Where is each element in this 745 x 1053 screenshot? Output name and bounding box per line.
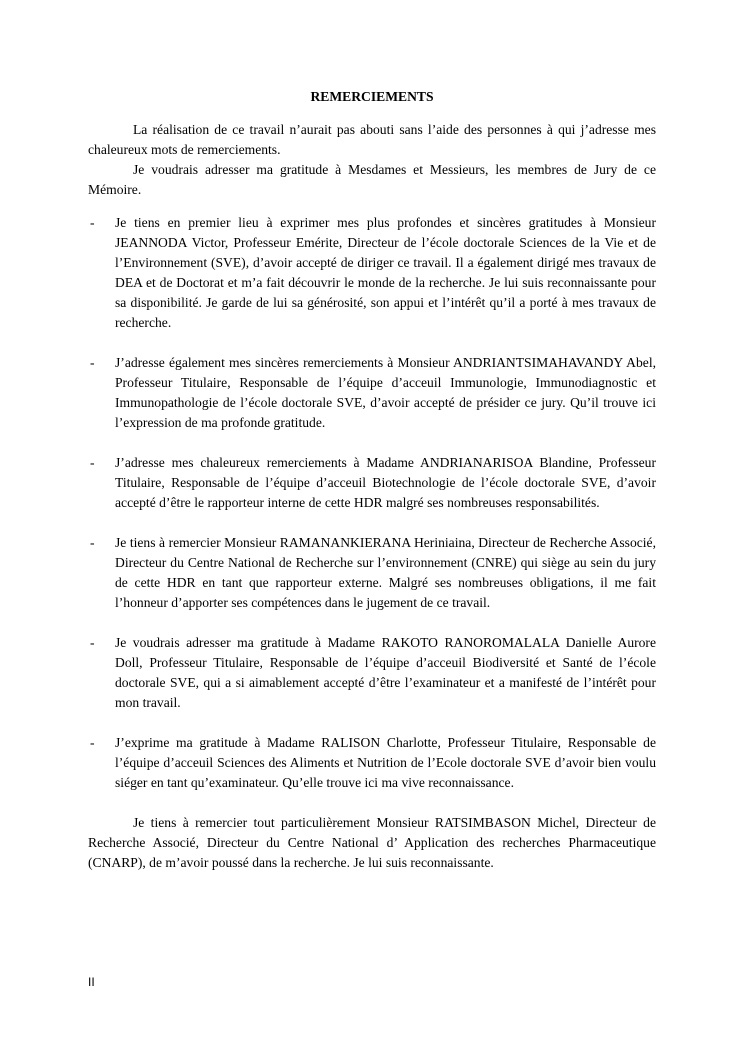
bullet-dash: -: [90, 735, 95, 750]
document-body: [88, 87, 656, 873]
acknowledgement-list: [88, 213, 656, 793]
list-item: [88, 733, 656, 793]
list-item-text: Je tiens à remercier Monsieur RAMANANKIERANA Heriniaina, Directeur de Recherche Associé, Directeur du Centre National de Recherche sur l’environnement (CNRE) qui siège au sein du jury de cette HDR en tant que rapporteur externe. Malgré ses nombreuses obligations, il me fait l’honneur d’apporter ses compétences dans le jugement de ce travail.: [115, 535, 656, 610]
list-item: [88, 533, 656, 613]
list-item-text: J’exprime ma gratitude à Madame RALISON Charlotte, Professeur Titulaire, Responsable de l’équipe d’acceuil Sciences des Aliments et Nutrition de l’Ecole doctorale SVE d’avoir bien voulu siéger en tant qu’examinateur. Qu’elle trouve ici ma vive reconnaissance.: [115, 735, 656, 790]
intro-paragraph: Je voudrais adresser ma gratitude à Mesdames et Messieurs, les membres de Jury de ce Mémoire.: [88, 162, 656, 197]
list-item: [88, 353, 656, 433]
page-number: II: [88, 975, 95, 989]
list-item-text: Je tiens en premier lieu à exprimer mes plus profondes et sincères gratitudes à Monsieur JEANNODA Victor, Professeur Emérite, Directeur de l’école doctorale Sciences de la Vie et de l’Environnement (SVE), d’avoir accepté de diriger ce travail. Il a également dirigé mes travaux de DEA et de Doctorat et m’a fait découvrir le monde de la recherche. Je lui suis reconnaissante pour sa disponibilité. Je garde de lui sa générosité, son appui et l’intérêt qu’il a porté à mes travaux de recherche.: [115, 215, 656, 330]
page-title: REMERCIEMENTS: [310, 89, 434, 104]
list-item-text: J’adresse mes chaleureux remerciements à Madame ANDRIANARISOA Blandine, Professeur Titulaire, Responsable de l’équipe d’acceuil Biotechnologie de l’école doctorale SVE, d’avoir accepté d’être le rapporteur interne de cette HDR malgré ses nombreuses responsabilités.: [115, 455, 656, 510]
list-item: [88, 633, 656, 713]
list-item: [88, 453, 656, 513]
bullet-dash: -: [90, 635, 95, 650]
list-item-text: J’adresse également mes sincères remerciements à Monsieur ANDRIANTSIMAHAVANDY Abel, Professeur Titulaire, Responsable de l’équipe d’acceuil Immunologie, Immunodiagnostic et Immunopathologie de l’école doctorale SVE, d’avoir accepté de présider ce jury. Qu’il trouve ici l’expression de ma profonde gratitude.: [115, 355, 656, 430]
bullet-dash: -: [90, 535, 95, 550]
bullet-dash: -: [90, 355, 95, 370]
closing-paragraph: Je tiens à remercier tout particulièrement Monsieur RATSIMBASON Michel, Directeur de Recherche Associé, Directeur du Centre National d’ Application des recherches Pharmaceutique (CNARP), de m’avoir poussé dans la recherche. Je lui suis reconnaissante.: [88, 815, 656, 870]
intro-paragraph: La réalisation de ce travail n’aurait pas abouti sans l’aide des personnes à qui j’adresse mes chaleureux mots de remerciements.: [88, 122, 656, 157]
bullet-dash: -: [90, 455, 95, 470]
list-item: [88, 213, 656, 333]
list-item-text: Je voudrais adresser ma gratitude à Madame RAKOTO RANOROMALALA Danielle Aurore Doll, Professeur Titulaire, Responsable de l’équipe d’acceuil Biodiversité et Santé de l’école doctorale SVE, qui a si aimablement accepté d’être l’examinateur et a manifesté de l’intérêt pour mon travail.: [115, 635, 656, 710]
bullet-dash: -: [90, 215, 95, 230]
